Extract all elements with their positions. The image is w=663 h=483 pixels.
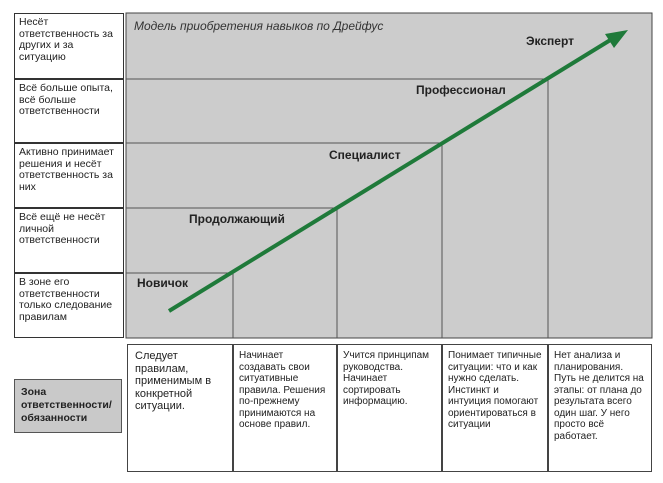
description-intermediate: Начинает создавать свои ситуативные правила. Решения по-прежнему принимаются на основе правил.	[233, 344, 337, 472]
diagram-title: Модель приобретения навыков по Дрейфус	[134, 19, 384, 33]
stage-label-novice: Новичок	[137, 276, 189, 290]
level-box-professional: Всё больше опыта, всё больше ответственности	[14, 79, 124, 143]
stage-label-expert: Эксперт	[526, 34, 575, 48]
stage-label-professional: Профессионал	[416, 83, 506, 97]
level-box-intermediate: Всё ещё не несёт личной ответственности	[14, 208, 124, 273]
level-box-specialist: Активно принимает решения и несёт ответственность за них	[14, 143, 124, 208]
level-box-expert: Несёт ответственность за других и за ситуацию	[14, 13, 124, 79]
level-box-novice: В зоне его ответственности только следование правилам	[14, 273, 124, 338]
zone-label: Зона ответственности/ обязанности	[14, 379, 122, 433]
description-specialist: Учится принципам руководства. Начинает сортировать информацию.	[337, 344, 442, 472]
stage-label-specialist: Специалист	[329, 148, 401, 162]
stage-label-intermediate: Продолжающий	[189, 212, 285, 226]
description-novice: Следует правилам, применимым в конкретной ситуации.	[127, 344, 233, 472]
description-expert: Нет анализа и планирования. Путь не делится на этапы: от плана до результата всего один шаг. У него просто всё работает.	[548, 344, 652, 472]
description-professional: Понимает типичные ситуации: что и как нужно сделать. Инстинкт и интуиция помогают ориентироваться в ситуации	[442, 344, 548, 472]
